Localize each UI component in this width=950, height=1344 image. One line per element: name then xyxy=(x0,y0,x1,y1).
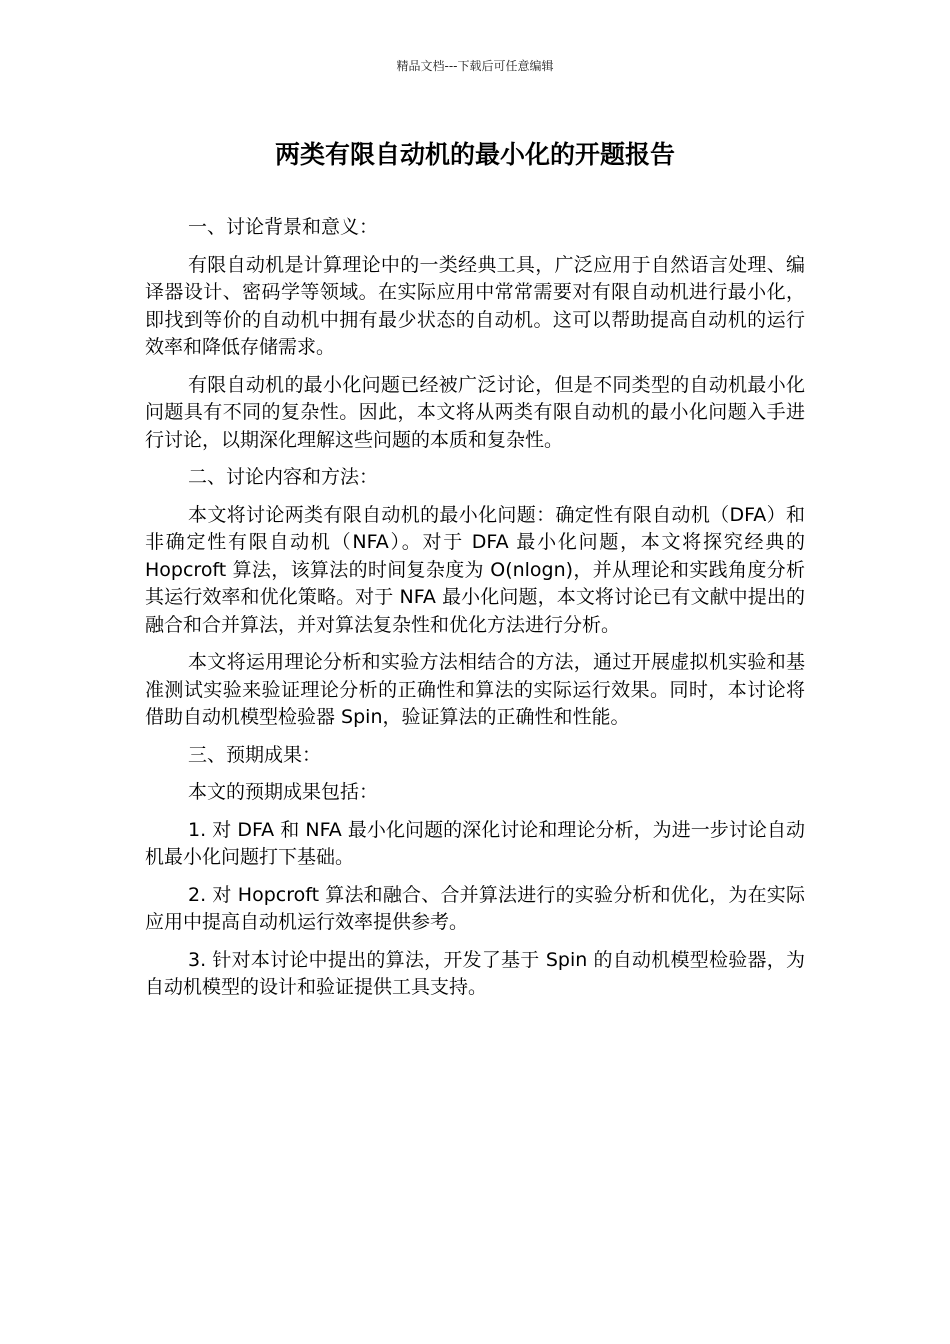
results-intro: 本文的预期成果包括： xyxy=(188,781,379,803)
section-heading-expected-results: 三、预期成果： xyxy=(188,743,322,766)
section-heading-background: 一、讨论背景和意义： xyxy=(188,216,379,238)
result-item-2: 2. 对 Hopcroft 算法和融合、合并算法进行的实验分析和优化，为在实际应用中提高自动机运行效率提供参考。 xyxy=(145,883,805,933)
section-heading-content-methods: 二、讨论内容和方法： xyxy=(188,466,379,488)
result-item-1: 1. 对 DFA 和 NFA 最小化问题的深化讨论和理论分析，为进一步讨论自动机最小化问题打下基础。 xyxy=(145,818,805,868)
document-body xyxy=(145,214,805,1012)
paragraph-content-2: 本文将运用理论分析和实验方法相结合的方法，通过开展虚拟机实验和基准测试实验来验证理论分析的正确性和算法的实际运行效果。同时，本讨论将借助自动机模型检验器 Spin，验证算法的正确性和性能。 xyxy=(145,651,805,728)
paragraph-content-1: 本文将讨论两类有限自动机的最小化问题：确定性有限自动机（DFA）和非确定性有限自动机（NFA）。对于 DFA 最小化问题，本文将探究经典的 Hopcroft 算法，该算法的时间复杂度为 O(nlogn)，并从理论和实践角度分析其运行效率和优化策略。对于 NFA 最小化问题，本文将讨论已有文献中提出的融合和合并算法，并对算法复杂性和优化方法进行分析。 xyxy=(145,503,805,636)
document-title: 两类有限自动机的最小化的开题报告 xyxy=(274,140,675,169)
paragraph-background-2: 有限自动机的最小化问题已经被广泛讨论，但是不同类型的自动机最小化问题具有不同的复杂性。因此，本文将从两类有限自动机的最小化问题入手进行讨论，以期深化理解这些问题的本质和复杂性。 xyxy=(145,373,805,451)
header-note: 精品文档---下载后可任意编辑 xyxy=(396,59,554,73)
result-item-3: 3. 针对本讨论中提出的算法，开发了基于 Spin 的自动机模型检验器，为自动机模型的设计和验证提供工具支持。 xyxy=(145,948,805,998)
paragraph-background-1: 有限自动机是计算理论中的一类经典工具，广泛应用于自然语言处理、编译器设计、密码学等领域。在实际应用中常常需要对有限自动机进行最小化，即找到等价的自动机中拥有最少状态的自动机。这可以帮助提高自动机的运行效率和降低存储需求。 xyxy=(145,253,805,358)
